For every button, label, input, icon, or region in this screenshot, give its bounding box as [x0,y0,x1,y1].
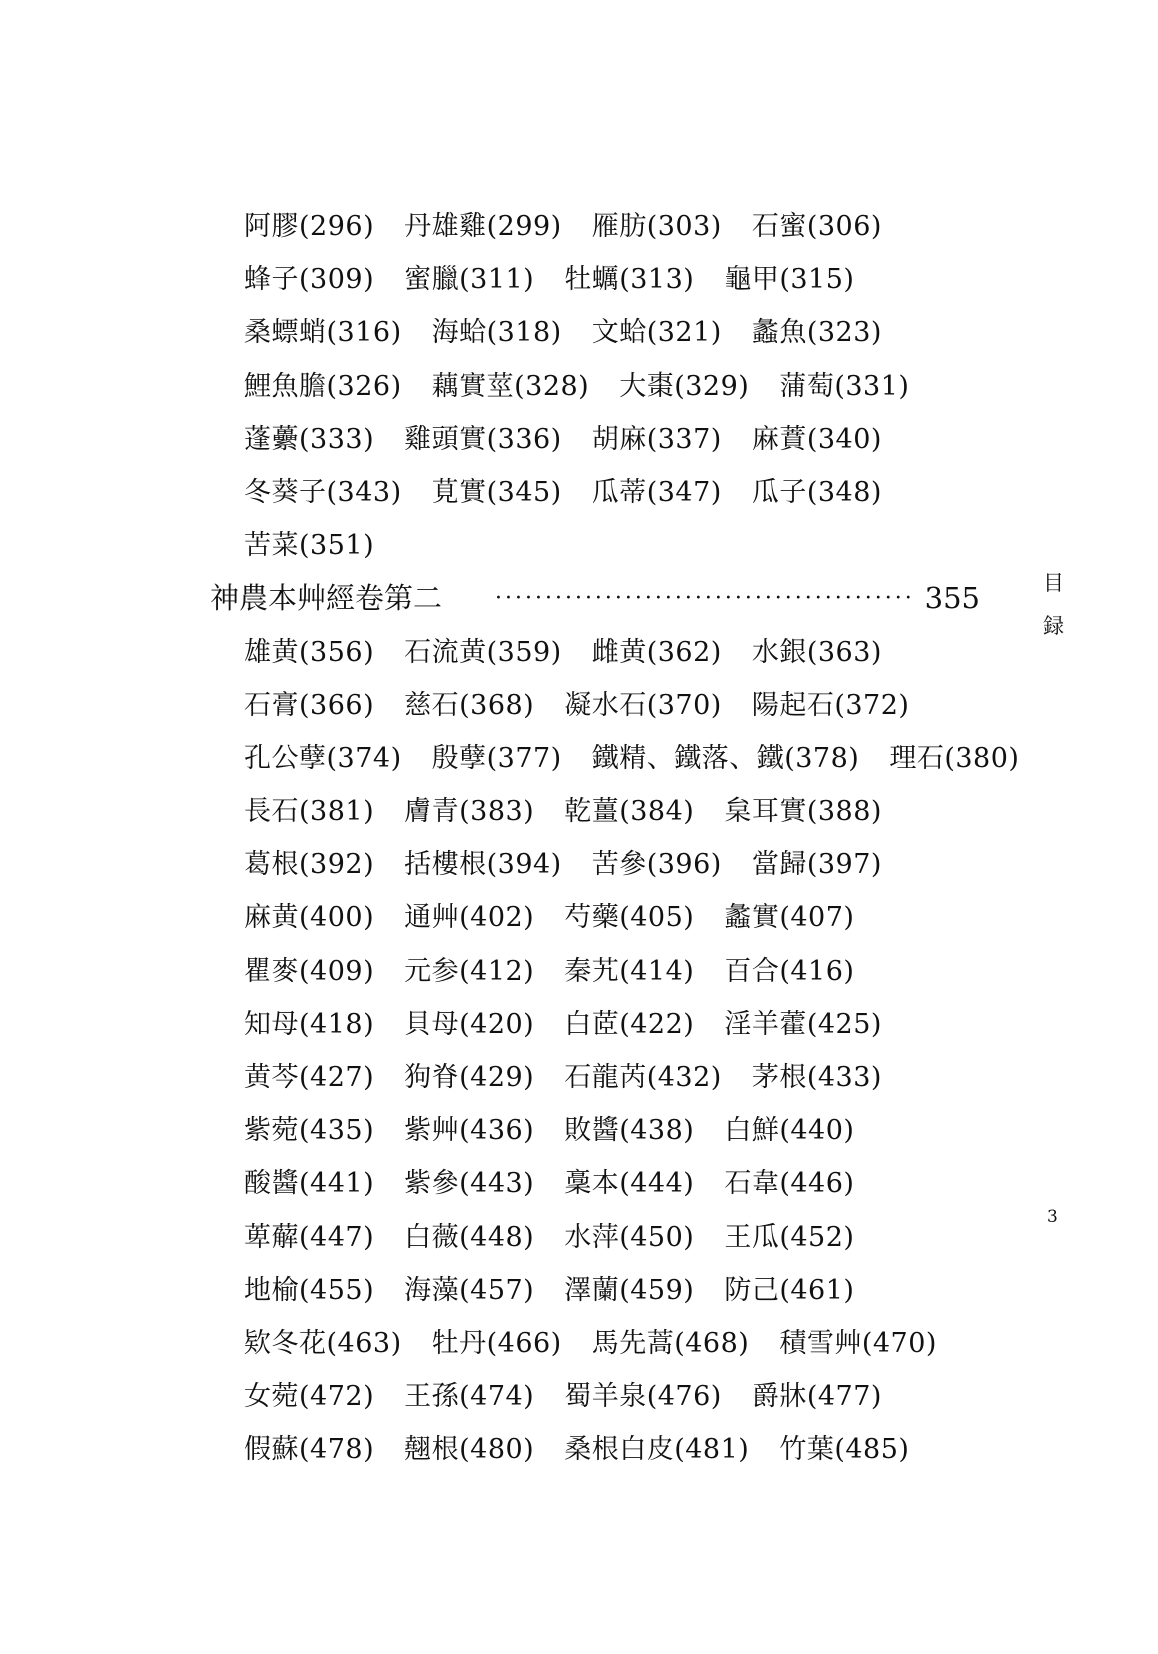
dot-leader: ·········································· [495,586,915,612]
toc-entry: 陽起石(372) [751,689,910,721]
toc-entry: 瓜蒂(347) [591,476,722,508]
toc-entry: 芍藥(405) [564,902,695,934]
toc-entry: 雌黄(362) [591,636,722,668]
toc-entry: 孔公孽(374) [244,742,402,774]
toc-row [210,1264,1010,1317]
toc-entry: 莧實(345) [431,476,562,508]
toc-entry: 藕實莖(328) [431,370,590,402]
toc-row [210,200,1010,253]
toc-entry: 竹葉(485) [779,1434,910,1466]
toc-entry: 白鮮(440) [724,1115,855,1147]
toc-entry: 敗醬(438) [564,1115,695,1147]
toc-entry: 慈石(368) [404,689,535,721]
toc-entry: 麻黄(400) [244,902,375,934]
toc-entry: 理石(380) [889,742,1020,774]
toc-entry: 秦艽(414) [564,955,695,987]
toc-row [210,1211,1010,1264]
toc-entry: 瓜子(348) [751,476,882,508]
toc-entry: 蠡魚(323) [751,317,882,349]
toc-entry: 澤蘭(459) [564,1274,695,1306]
toc-row [210,838,1010,891]
toc-entry: 大棗(329) [619,370,750,402]
toc-entry: 石蜜(306) [751,211,882,242]
toc-entry: 當歸(397) [751,849,882,881]
toc-row [210,998,1010,1051]
toc-row [210,626,1010,679]
toc-entry: 蒲萄(331) [779,370,910,402]
toc-entry: 葛根(392) [244,849,375,881]
toc-entry: 膚青(383) [404,796,535,828]
toc-entry: 爵牀(477) [751,1381,882,1413]
toc-row [210,1317,1010,1370]
toc-entry: 蓬虆(333) [244,423,375,455]
toc-entry: 紫艸(436) [404,1115,535,1147]
toc-row [210,732,1020,785]
toc-row [210,253,1010,306]
toc-entry: 殷孽(377) [431,742,562,774]
toc-entry: 苦參(396) [591,849,722,881]
toc-entry: 蜀羊泉(476) [564,1381,722,1413]
toc-entry: 水銀(363) [751,636,882,668]
toc-entry: 瞿麥(409) [244,955,375,987]
entries-section-2 [210,626,1020,1477]
side-label-top: 目 [1043,571,1064,595]
toc-entry: 百合(416) [724,955,855,987]
toc-entry: 積雪艸(470) [779,1327,937,1359]
toc-entry: 苦菜(351) [244,530,375,562]
toc-entry: 欵冬花(463) [244,1327,402,1359]
toc-entry: 麻蕡(340) [751,423,882,455]
toc-entry: 防己(461) [724,1274,855,1306]
toc-entry: 桑根白皮(481) [564,1434,750,1466]
toc-entry: 地榆(455) [244,1274,375,1306]
toc-entry: 石流黄(359) [404,636,562,668]
toc-entry: 石韋(446) [724,1168,855,1200]
toc-entry: 枲耳實(388) [724,796,882,828]
toc-entry: 酸醬(441) [244,1168,375,1200]
toc-row [210,785,1010,838]
toc-row [210,519,1010,572]
toc-entry: 狗脊(429) [404,1062,535,1093]
toc-entry: 王瓜(452) [724,1221,855,1253]
toc-entry: 稾本(444) [564,1168,695,1200]
toc-entry: 丹雄雞(299) [404,211,562,242]
toc-entry: 牡丹(466) [431,1327,562,1359]
toc-entry: 茅根(433) [751,1062,882,1093]
toc-row [210,679,1010,732]
toc-entry: 石龍芮(432) [564,1062,722,1093]
toc-entry: 元参(412) [404,955,535,987]
toc-row [210,1104,1010,1157]
toc-entry: 假蘇(478) [244,1434,375,1466]
toc-entry: 通艸(402) [404,902,535,934]
toc-entry: 紫參(443) [404,1168,535,1200]
toc-entry: 鐵精、鐵落、鐵(378) [591,742,860,774]
table-of-contents [210,200,1020,1477]
toc-entry: 海蛤(318) [431,317,562,349]
toc-entry: 牡蠣(313) [564,264,695,296]
entries-section-1 [210,200,1010,572]
toc-row [210,891,1010,944]
toc-entry: 萆薢(447) [244,1221,375,1253]
toc-entry: 黄芩(427) [244,1062,375,1093]
toc-row [210,360,1010,413]
toc-entry: 阿膠(296) [244,211,375,242]
toc-entry: 桑螵蛸(316) [244,317,402,349]
toc-row [210,945,1010,998]
toc-entry: 王孫(474) [404,1381,535,1413]
toc-entry: 冬葵子(343) [244,476,402,508]
toc-entry: 胡麻(337) [591,423,722,455]
toc-row [210,413,1010,466]
toc-entry: 蠡實(407) [724,902,855,934]
side-label-bottom: 録 [1043,614,1064,638]
toc-entry: 乾薑(384) [564,796,695,828]
toc-entry: 長石(381) [244,796,375,828]
toc-entry: 紫菀(435) [244,1115,375,1147]
toc-row [210,466,1010,519]
toc-entry: 凝水石(370) [564,689,722,721]
toc-entry: 女菀(472) [244,1381,375,1413]
chapter-page-number: 355 [924,581,980,616]
toc-entry: 海藻(457) [404,1274,535,1306]
chapter-heading [210,572,990,625]
toc-entry: 白薇(448) [404,1221,535,1253]
toc-entry: 蜂子(309) [244,264,375,296]
toc-entry: 淫羊藿(425) [724,1008,882,1040]
toc-entry: 馬先蒿(468) [591,1327,750,1359]
toc-row [210,1051,1010,1104]
toc-entry: 翹根(480) [404,1434,535,1466]
toc-entry: 石膏(366) [244,689,375,721]
toc-entry: 文蛤(321) [591,317,722,349]
toc-entry: 貝母(420) [404,1008,535,1040]
toc-row [210,1370,1010,1423]
toc-entry: 括樓根(394) [404,849,562,881]
toc-entry: 水萍(450) [564,1221,695,1253]
toc-row [210,1423,1010,1476]
toc-entry: 雄黄(356) [244,636,375,668]
page-number: 3 [1047,1207,1058,1227]
toc-entry: 雁肪(303) [591,211,722,242]
toc-row [210,1157,1010,1210]
toc-entry: 鯉魚膽(326) [244,370,402,402]
toc-entry: 龜甲(315) [724,264,855,296]
toc-row [210,306,1010,359]
toc-entry: 雞頭實(336) [404,423,562,455]
toc-entry: 白茝(422) [564,1008,695,1040]
toc-entry: 知母(418) [244,1008,375,1040]
toc-entry: 蜜臘(311) [404,264,535,296]
chapter-title: 神農本艸經卷第二 [210,581,443,616]
